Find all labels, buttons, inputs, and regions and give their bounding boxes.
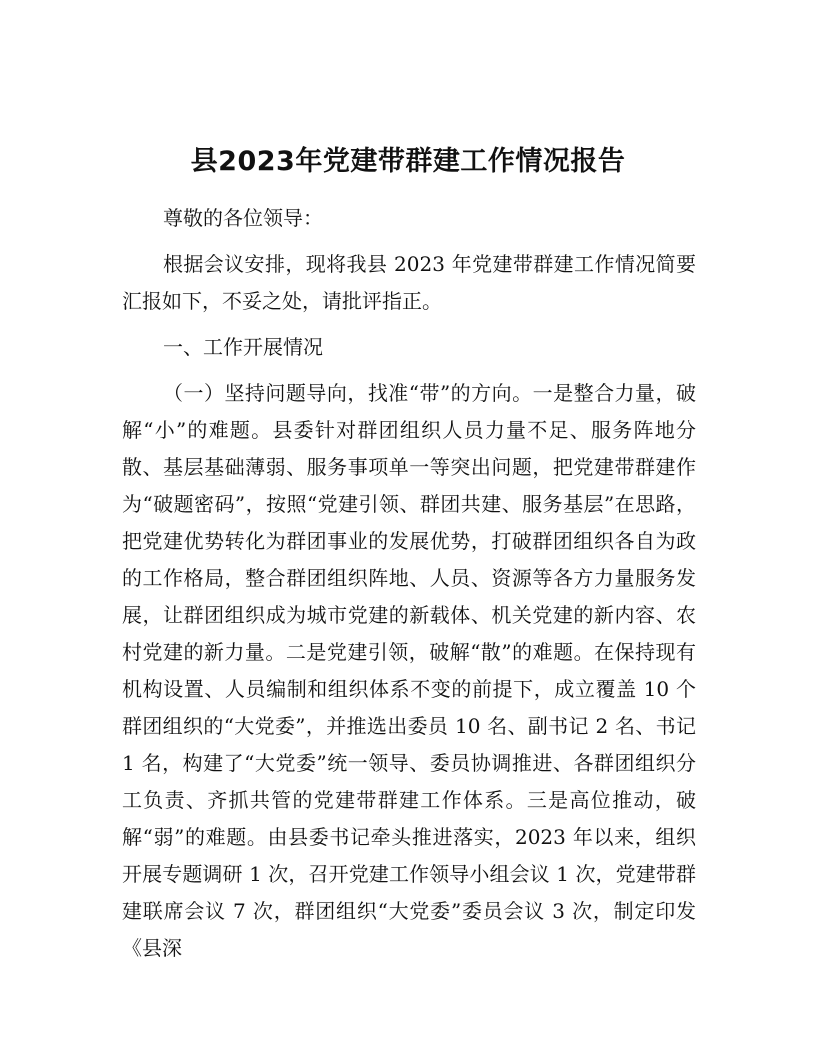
body-paragraph: （一）坚持问题导向，找准“带”的方向。一是整合力量，破解“小”的难题。县委针对群团组织人员力量不足、服务阵地分散、基层基础薄弱、服务事项单一等突出问题，把党建带群建作为“破题密码”，按照“党建引领、群团共建、服务基层”在思路，把党建优势转化为群团事业的发展优势，打破群团组织各自为政的工作格局，整合群团组织阵地、人员、资源等各方力量服务发展，让群团组织成为城市党建的新载体、机关党建的新内容、农村党建的新力量。二是党建引领，破解“散”的难题。在保持现有机构设置、人员编制和组织体系不变的前提下，成立覆盖 10 个群团组织的“大党委”，并推选出委员 10 名、副书记 2 名、书记 1 名，构建了“大党委”统一领导、委员协调推进、各群团组织分工负责、齐抓共管的党建带群建工作体系。三是高位推动，破解“弱”的难题。由县委书记牵头推进落实，2023 年以来，组织开展专题调研 1 次，召开党建工作领导小组会议 1 次，党建带群建联席会议 7 次，群团组织“大党委”委员会议 3 次，制定印发《县深: [122, 381, 696, 960]
intro-paragraph: 根据会议安排，现将我县 2023 年党建带群建工作情况简要汇报如下，不妥之处，请批评指正。: [122, 252, 696, 313]
document-body: [122, 200, 696, 967]
document-title: 县2023年党建带群建工作情况报告: [190, 146, 626, 177]
salutation: 尊敬的各位领导：: [163, 206, 323, 230]
section-heading: 一、工作开展情况: [163, 335, 323, 359]
